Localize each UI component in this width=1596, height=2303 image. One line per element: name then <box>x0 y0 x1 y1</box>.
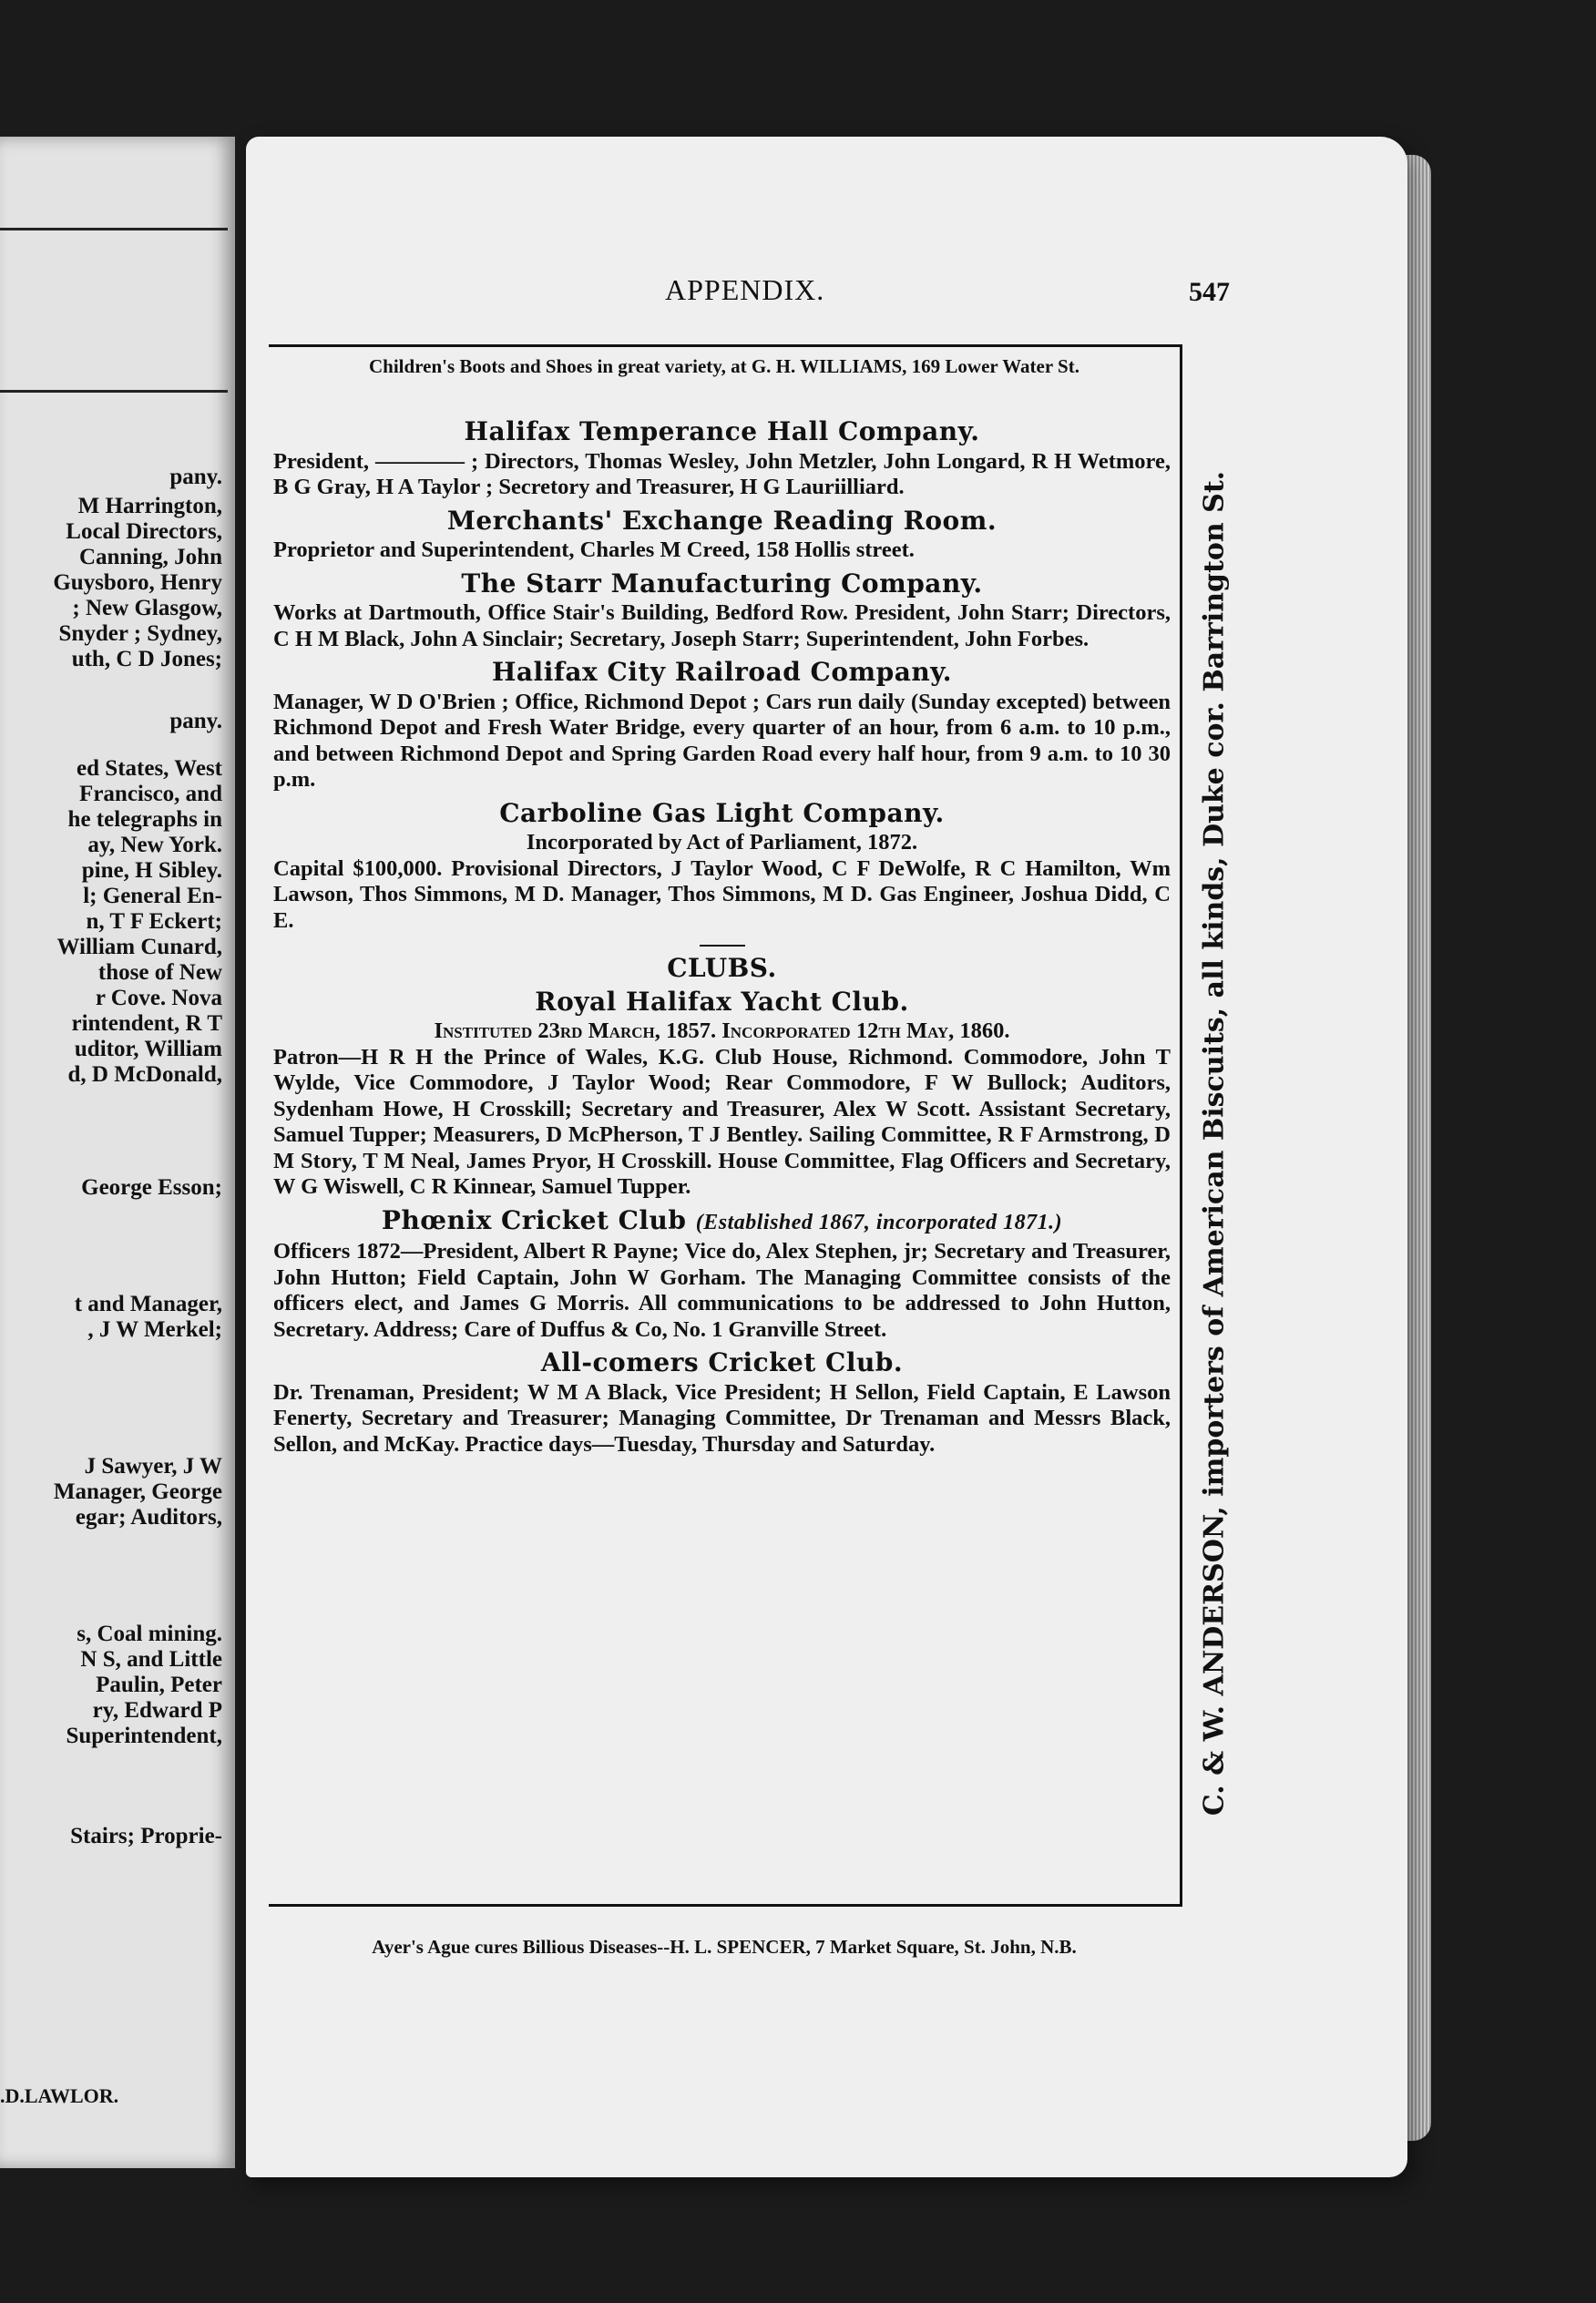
left-fragment: Local Directors, <box>66 519 222 544</box>
left-fragment: Paulin, Peter <box>96 1673 222 1697</box>
left-fragment: pine, H Sibley. <box>81 858 222 883</box>
frame-rule-right <box>1180 344 1182 1904</box>
left-fragment: ay, New York. <box>87 833 222 857</box>
left-fragment: , J W Merkel; <box>87 1317 222 1342</box>
left-page-footer: .D.LAWLOR. <box>0 2084 119 2107</box>
left-fragment: Superintendent, <box>66 1724 222 1748</box>
top-advertisement: Children's Boots and Shoes in great variety, at G. H. WILLIAMS, 169 Lower Water St. <box>369 355 1079 377</box>
left-fragment: he telegraphs in <box>67 807 222 832</box>
left-fragment: pany. <box>169 709 222 733</box>
left-fragment: William Cunard, <box>56 935 222 959</box>
left-fragment: r Cove. Nova <box>95 986 222 1010</box>
left-page-rule-top <box>0 228 228 230</box>
section-title: Carboline Gas Light Company. <box>499 797 945 828</box>
section-title-with-date <box>273 1204 1171 1236</box>
left-fragment: l; General En- <box>83 884 222 908</box>
page-content <box>273 412 1171 1458</box>
running-head: APPENDIX. <box>665 273 825 306</box>
left-fragment: Manager, George <box>53 1479 222 1504</box>
side-advertisement-box <box>1187 392 1242 1895</box>
left-fragment: n, T F Eckert; <box>86 909 222 934</box>
left-fragment: rintendent, R T <box>71 1011 222 1036</box>
left-fragment: Snyder ; Sydney, <box>58 621 222 646</box>
left-fragment: ed States, West <box>77 756 222 781</box>
left-fragment: N S, and Little <box>80 1647 222 1672</box>
section-text: Officers 1872—President, Albert R Payne; Vice do, Alex Stephen, jr; Secretary and Treasurer, John Hutton; Field Captain, John W Gorham. The Managing Committee consists of the officers elect, and James G Morris. All communications to be addressed to John Hutton, Secretary. Address; Care of Duffus & Co, No. 1 Granville Street. <box>273 1239 1171 1342</box>
frame-rule-top <box>269 344 1182 347</box>
section-title: Royal Halifax Yacht Club. <box>535 986 909 1017</box>
left-fragment: d, D McDonald, <box>67 1062 222 1087</box>
left-fragment: uditor, William <box>74 1037 222 1061</box>
section-divider <box>700 945 745 947</box>
section-title: Halifax City Railroad Company. <box>491 657 953 687</box>
left-fragment: egar; Auditors, <box>75 1505 222 1530</box>
section-text: Works at Dartmouth, Office Stair's Building, Bedford Row. President, John Starr; Directors, C H M Black, John A Sinclair; Secretary, Joseph Starr; Superintendent, John Forbes. <box>273 600 1171 651</box>
established-note: (Established 1867, incorporated 1871.) <box>695 1210 1063 1234</box>
left-fragment: Guysboro, Henry <box>53 570 222 595</box>
section-title: Merchants' Exchange Reading Room. <box>446 505 998 536</box>
section-text: Proprietor and Superintendent, Charles M Creed, 158 Hollis street. <box>273 537 915 562</box>
section-title: The Starr Manufacturing Company. <box>461 568 983 599</box>
bottom-advertisement: Ayer's Ague cures Billious Diseases--H. L. SPENCER, 7 Market Square, St. John, N.B. <box>372 1936 1077 1958</box>
left-fragment: M Harrington, <box>77 494 222 518</box>
section-text: Capital $100,000. Provisional Directors, J Taylor Wood, C F DeWolfe, R C Hamilton, Wm Lawson, Thos Simmons, M D. Manager, Thos Simmons, M D. Gas Engineer, Joshua Didd, C E. <box>273 855 1171 933</box>
left-fragment: uth, C D Jones; <box>71 647 222 671</box>
side-advertisement: C. & W. ANDERSON, importers of American Biscuits, all kinds, Duke cor. Barrington St. <box>1198 470 1231 1817</box>
left-fragment: Canning, John <box>78 545 222 569</box>
section-title: Halifax Temperance Hall Company. <box>464 416 980 446</box>
section-title: All-comers Cricket Club. <box>540 1347 904 1377</box>
left-fragment: Francisco, and <box>79 782 222 806</box>
left-fragment: George Esson; <box>81 1175 222 1200</box>
left-fragment: Stairs; Proprie- <box>70 1824 222 1848</box>
section-dates: Instituted 23rd March, 1857. Incorporated 12th May, 1860. <box>434 1018 1010 1043</box>
section-text: Manager, W D O'Brien ; Office, Richmond Depot ; Cars run daily (Sunday excepted) between Richmond Depot and Fresh Water Bridge, every quarter of an hour, from 6 a.m. to 10 p.m., and between Richmond Depot and Spring Garden Road every half hour, from 9 a.m. to 10 30 p.m. <box>273 689 1171 792</box>
section-text: Dr. Trenaman, President; W M A Black, Vice President; H Sellon, Field Captain, E Lawson Fenerty, Secretary and Treasurer; Managing Committee, Dr Trenaman and Messrs Black, Sellon, and McKay. Practice days—Tuesday, Thursday and Saturday. <box>273 1379 1171 1457</box>
left-fragment: t and Manager, <box>74 1292 222 1316</box>
section-title: Phœnix Cricket Club <box>381 1204 687 1235</box>
left-facing-page <box>0 137 235 2168</box>
left-fragment: ; New Glasgow, <box>72 596 222 620</box>
frame-rule-bottom <box>269 1904 1182 1907</box>
page-number: 547 <box>1189 277 1230 307</box>
clubs-heading: CLUBS. <box>667 953 777 983</box>
left-fragment: J Sawyer, J W <box>84 1454 222 1479</box>
left-fragment: ry, Edward P <box>92 1698 222 1723</box>
section-subtitle: Incorporated by Act of Parliament, 1872. <box>526 830 918 855</box>
left-fragment: those of New <box>97 960 222 985</box>
left-page-rule-bottom <box>0 390 228 393</box>
section-text: Patron—H R H the Prince of Wales, K.G. Club House, Richmond. Commodore, John T Wylde, Vice Commodore, J Taylor Wood; Rear Commodore, F W Bullock; Auditors, Sydenham Howe, H Crosskill; Secretary and Treasurer, Alex W Scott. Assistant Secretary, Samuel Tupper; Measurers, D McPherson, T J Bentley. Sailing Committee, R F Armstrong, D M Story, T M Neal, James Pryor, H Crosskill. House Committee, Flag Officers and Secretary, W G Wiswell, C R Kinnear, Samuel Tupper. <box>273 1044 1171 1199</box>
section-text: President, ———— ; Directors, Thomas Wesley, John Metzler, John Longard, R H Wetmore, B G Gray, H A Taylor ; Secretory and Treasurer, H G Lauriilliard. <box>273 448 1171 499</box>
left-fragment: s, Coal mining. <box>77 1622 222 1646</box>
left-fragment: pany. <box>169 465 222 489</box>
